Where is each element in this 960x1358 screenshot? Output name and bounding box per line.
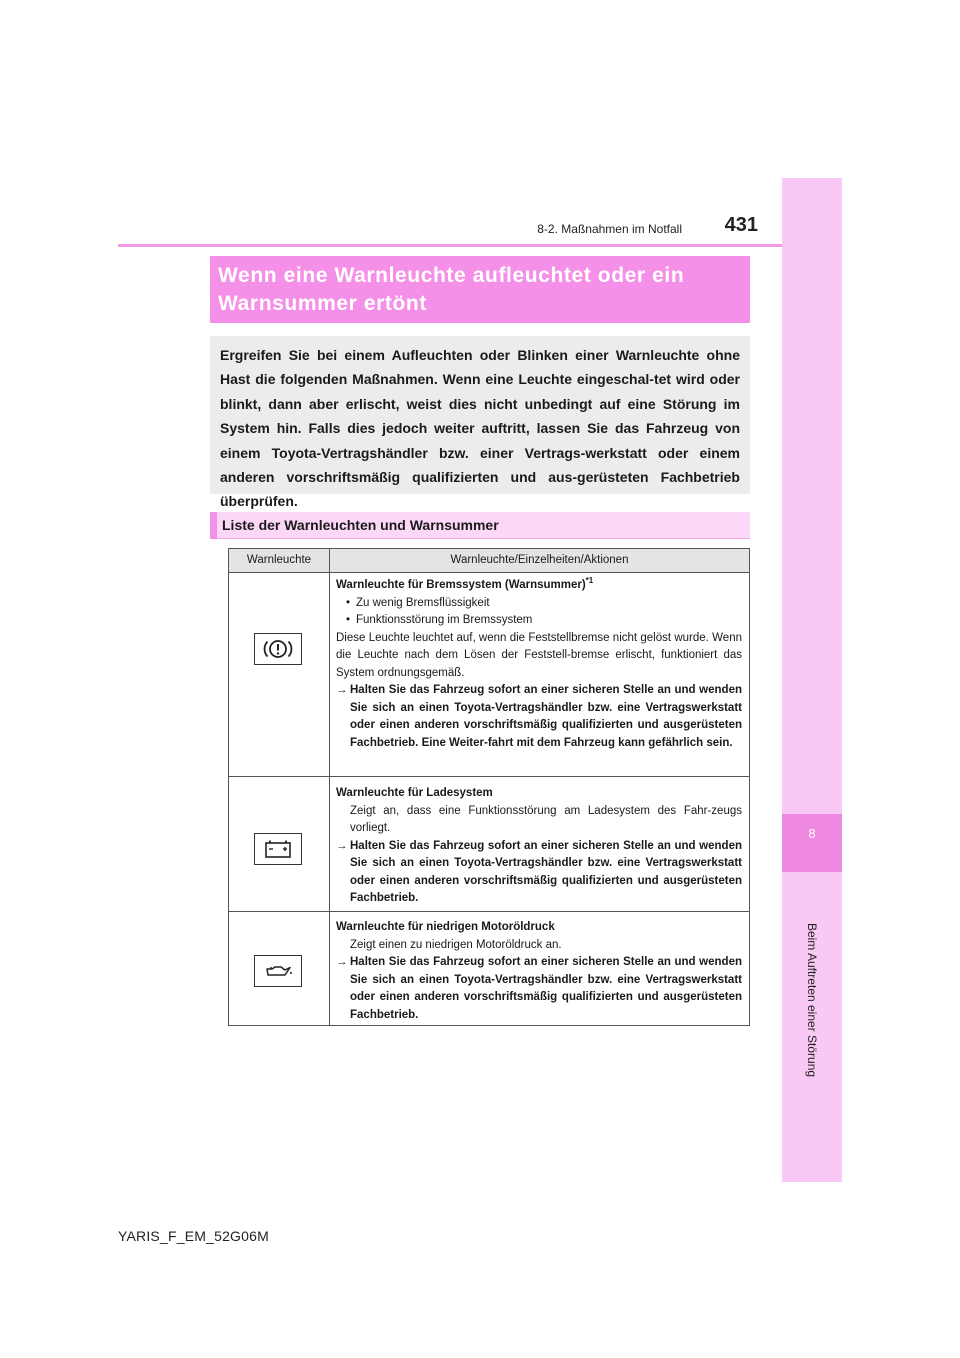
entry-action: → Halten Sie das Fahrzeug sofort an einer sicheren Stelle an und wenden Sie sich an einen Toyota-Vertragshändler bzw. eine Vertragswerkstatt oder einen anderen vorschriftsmäßig qualifizierten und ausgerüsteten Fachbetrieb. [336, 956, 742, 1021]
arrow-icon: → [336, 956, 348, 968]
entry-action: → Halten Sie das Fahrzeug sofort an einer sicheren Stelle an und wenden Sie sich an einen Toyota-Vertragshändler bzw. eine Vertragswerkstatt oder einen anderen vorschriftsmäßig qualifizierten und ausgerüsteten Fachbetrieb. Eine Weiter-fahrt mit dem Fahrzeug kann gefährlich sein. [336, 684, 742, 749]
list-item: • Funktionsstörung im Bremssystem [336, 612, 742, 630]
table-row [336, 577, 742, 752]
header-rule [118, 244, 782, 247]
table-row-divider [229, 776, 749, 777]
page-title-line-2: Warnsummer ertönt [218, 292, 427, 315]
chapter-number-box [782, 814, 842, 872]
footnote-marker: *1 [585, 576, 594, 586]
table-column-divider [329, 549, 330, 1025]
page-title-line-1: Wenn eine Warnleuchte aufleuchtet oder ein [218, 264, 685, 287]
oil-pressure-icon [254, 955, 302, 987]
battery-charging-icon [254, 833, 302, 865]
table-header-detail: Warnleuchte/Einzelheiten/Aktionen [450, 554, 629, 566]
page-title [218, 262, 748, 318]
entry-title: Warnleuchte für Ladesystem [336, 787, 493, 799]
table-header-lamp: Warnleuchte [246, 554, 312, 566]
page-number: 431 [724, 214, 758, 236]
entry-description: Diese Leuchte leuchtet auf, wenn die Feststellbremse nicht gelöst wurde. Wenn die Leuchte nach dem Lösen der Feststell-bremse erlischt, funktioniert das System ordnungsgemäß. [336, 631, 742, 679]
arrow-icon: → [336, 684, 348, 696]
document-code: YARIS_F_EM_52G06M [118, 1228, 269, 1244]
brake-warning-icon [254, 633, 302, 665]
table-row-divider [229, 911, 749, 912]
table-header-row [229, 549, 749, 573]
table-row [336, 785, 742, 908]
warning-lights-table [228, 548, 750, 1026]
entry-title: Warnleuchte für niedrigen Motoröldruck [336, 921, 555, 933]
entry-action: → Halten Sie das Fahrzeug sofort an einer sicheren Stelle an und wenden Sie sich an einen Toyota-Vertragshändler bzw. eine Vertragswerkstatt oder einen anderen vorschriftsmäßig qualifizierten und ausgerüsteten Fachbetrieb. [336, 839, 742, 904]
section-heading: 8-2. Maßnahmen im Notfall [537, 222, 682, 236]
table-row [336, 919, 742, 1024]
arrow-icon: → [336, 839, 348, 852]
entry-description: Zeigt einen zu niedrigen Motoröldruck an. [350, 938, 562, 951]
subheading: Liste der Warnleuchten und Warnsummer [222, 517, 499, 533]
entry-title: Warnleuchte für Bremssystem (Warnsummer)$^{*1}$ [336, 576, 594, 591]
entry-description: Zeigt an, dass eine Funktionsstörung am Ladesystem des Fahr-zeugs vorliegt. [350, 804, 742, 834]
chapter-label: Beim Auftreten einer Störung [805, 922, 819, 1078]
subheading-accent [210, 512, 217, 539]
list-item: • Zu wenig Bremsflüssigkeit [336, 595, 742, 613]
intro-paragraph: Ergreifen Sie bei einem Aufleuchten oder Blinken einer Warnleuchte ohne Hast die folgenden Maßnahmen. Wenn eine Leuchte eingeschal-tet wird oder blinkt, dann aber erlischt, weist dies nicht unbedingt auf eine Störung im System hin. Falls dies jedoch weiter auftritt, lassen Sie das Fahrzeug von einem Toyota-Vertragshändler bzw. einer Vertrags-werkstatt oder einem anderen vorschriftsmäßig qualifizierten und aus-gerüsteten Fachbetrieb überprüfen. [220, 347, 740, 510]
chapter-number: 8 [808, 826, 816, 841]
